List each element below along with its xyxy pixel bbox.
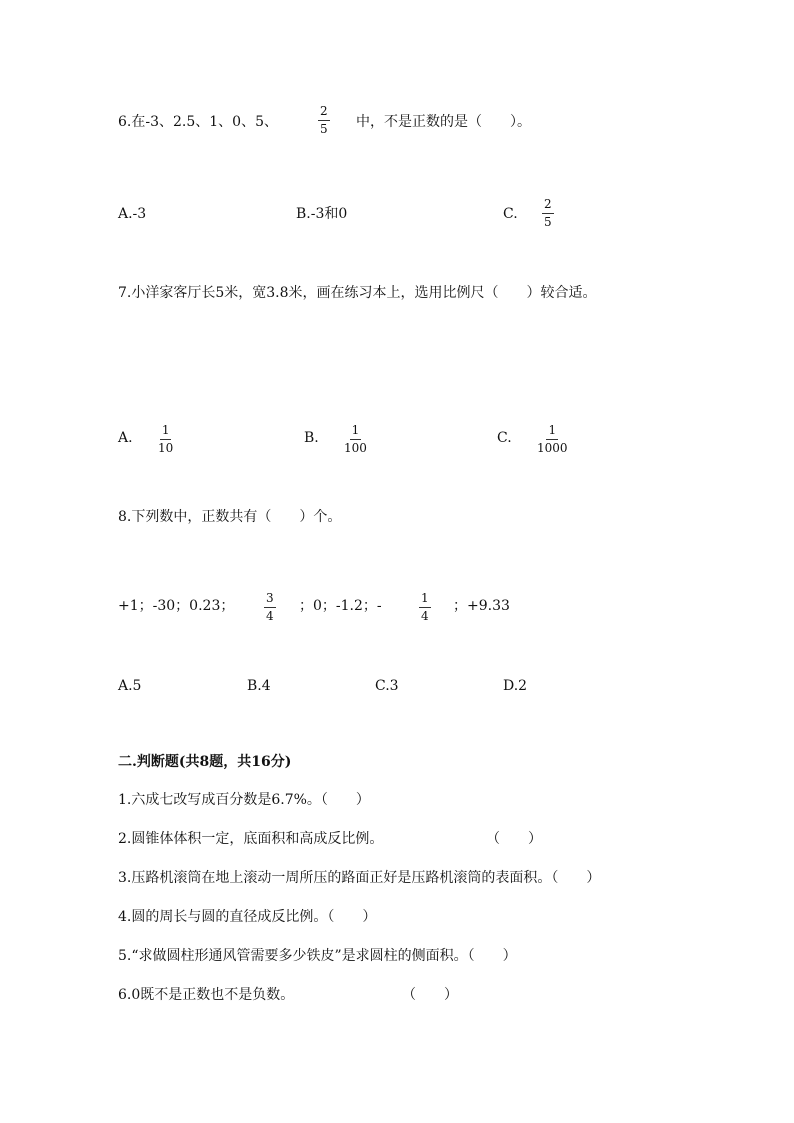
q8-stem: 8.下列数中，正数共有（ ）个。 bbox=[118, 509, 342, 525]
judgement-item-4: 4.圆的周长与圆的直径成反比例。（ ） bbox=[118, 909, 377, 925]
fraction-numerator: 1 bbox=[350, 424, 362, 440]
fraction-denominator: 10 bbox=[158, 441, 174, 455]
fraction-denominator: 5 bbox=[320, 122, 328, 136]
q8-number-list-part2: ；0；-1.2；- bbox=[299, 598, 382, 614]
fraction-numerator: 1 bbox=[160, 424, 172, 440]
q7-option-a-label: A. bbox=[118, 430, 133, 446]
q6-stem-part2: 中，不是正数的是（ ）。 bbox=[356, 114, 531, 130]
q7-option-b-fraction bbox=[344, 424, 367, 455]
judgement-item-2-answer-blank: （ ） bbox=[486, 831, 542, 847]
fraction-denominator: 1000 bbox=[537, 441, 568, 455]
fraction-numerator: 1 bbox=[419, 592, 431, 608]
q8-option-b: B.4 bbox=[247, 678, 271, 694]
q8-option-d: D.2 bbox=[503, 678, 528, 694]
fraction-numerator: 2 bbox=[542, 198, 554, 214]
q6-stem-fraction bbox=[318, 105, 330, 136]
judgement-item-3: 3.压路机滚筒在地上滚动一周所压的路面正好是压路机滚筒的表面积。（ ） bbox=[118, 870, 601, 886]
q7-option-c-label: C. bbox=[497, 430, 512, 446]
fraction-numerator: 1 bbox=[546, 424, 558, 440]
q6-stem-part1: 6.在-3、2.5、1、0、5、 bbox=[118, 114, 278, 130]
q8-option-a: A.5 bbox=[118, 678, 142, 694]
fraction-denominator: 5 bbox=[544, 215, 552, 229]
fraction-denominator: 4 bbox=[421, 609, 429, 623]
judgement-item-5: 5.“求做圆柱形通风管需要多少铁皮”是求圆柱的侧面积。（ ） bbox=[118, 948, 517, 964]
judgement-item-2: 2.圆锥体体积一定，底面积和高成反比例。 bbox=[118, 831, 384, 847]
q6-option-a: A.-3 bbox=[118, 206, 147, 222]
q8-number-list-part1: +1；-30；0.23； bbox=[118, 598, 235, 614]
q8-number-list-part3: ；+9.33 bbox=[453, 598, 510, 614]
q6-option-c-fraction bbox=[542, 198, 554, 229]
fraction-denominator: 100 bbox=[344, 441, 367, 455]
q7-option-b-label: B. bbox=[304, 430, 319, 446]
q7-option-a-fraction bbox=[158, 424, 173, 455]
fraction-denominator: 4 bbox=[266, 609, 274, 623]
q8-option-c: C.3 bbox=[375, 678, 399, 694]
q8-fraction-1-4 bbox=[419, 592, 431, 623]
q6-option-c-label: C. bbox=[503, 206, 518, 222]
q7-option-c-fraction bbox=[537, 424, 568, 455]
judgement-item-6-answer-blank: （ ） bbox=[402, 987, 458, 1003]
judgement-item-1: 1.六成七改写成百分数是6.7%。（ ） bbox=[118, 792, 370, 808]
judgement-item-6: 6.0既不是正数也不是负数。 bbox=[118, 987, 295, 1003]
fraction-numerator: 3 bbox=[264, 592, 276, 608]
section-title-judgement: 二.判断题(共8题，共16分) bbox=[118, 754, 292, 770]
q6-option-b: B.-3和0 bbox=[296, 206, 348, 222]
q8-fraction-3-4 bbox=[264, 592, 276, 623]
q7-stem: 7.小洋家客厅长5米，宽3.8米，画在练习本上，选用比例尺（ ）较合适。 bbox=[118, 285, 597, 301]
fraction-numerator: 2 bbox=[318, 105, 330, 121]
